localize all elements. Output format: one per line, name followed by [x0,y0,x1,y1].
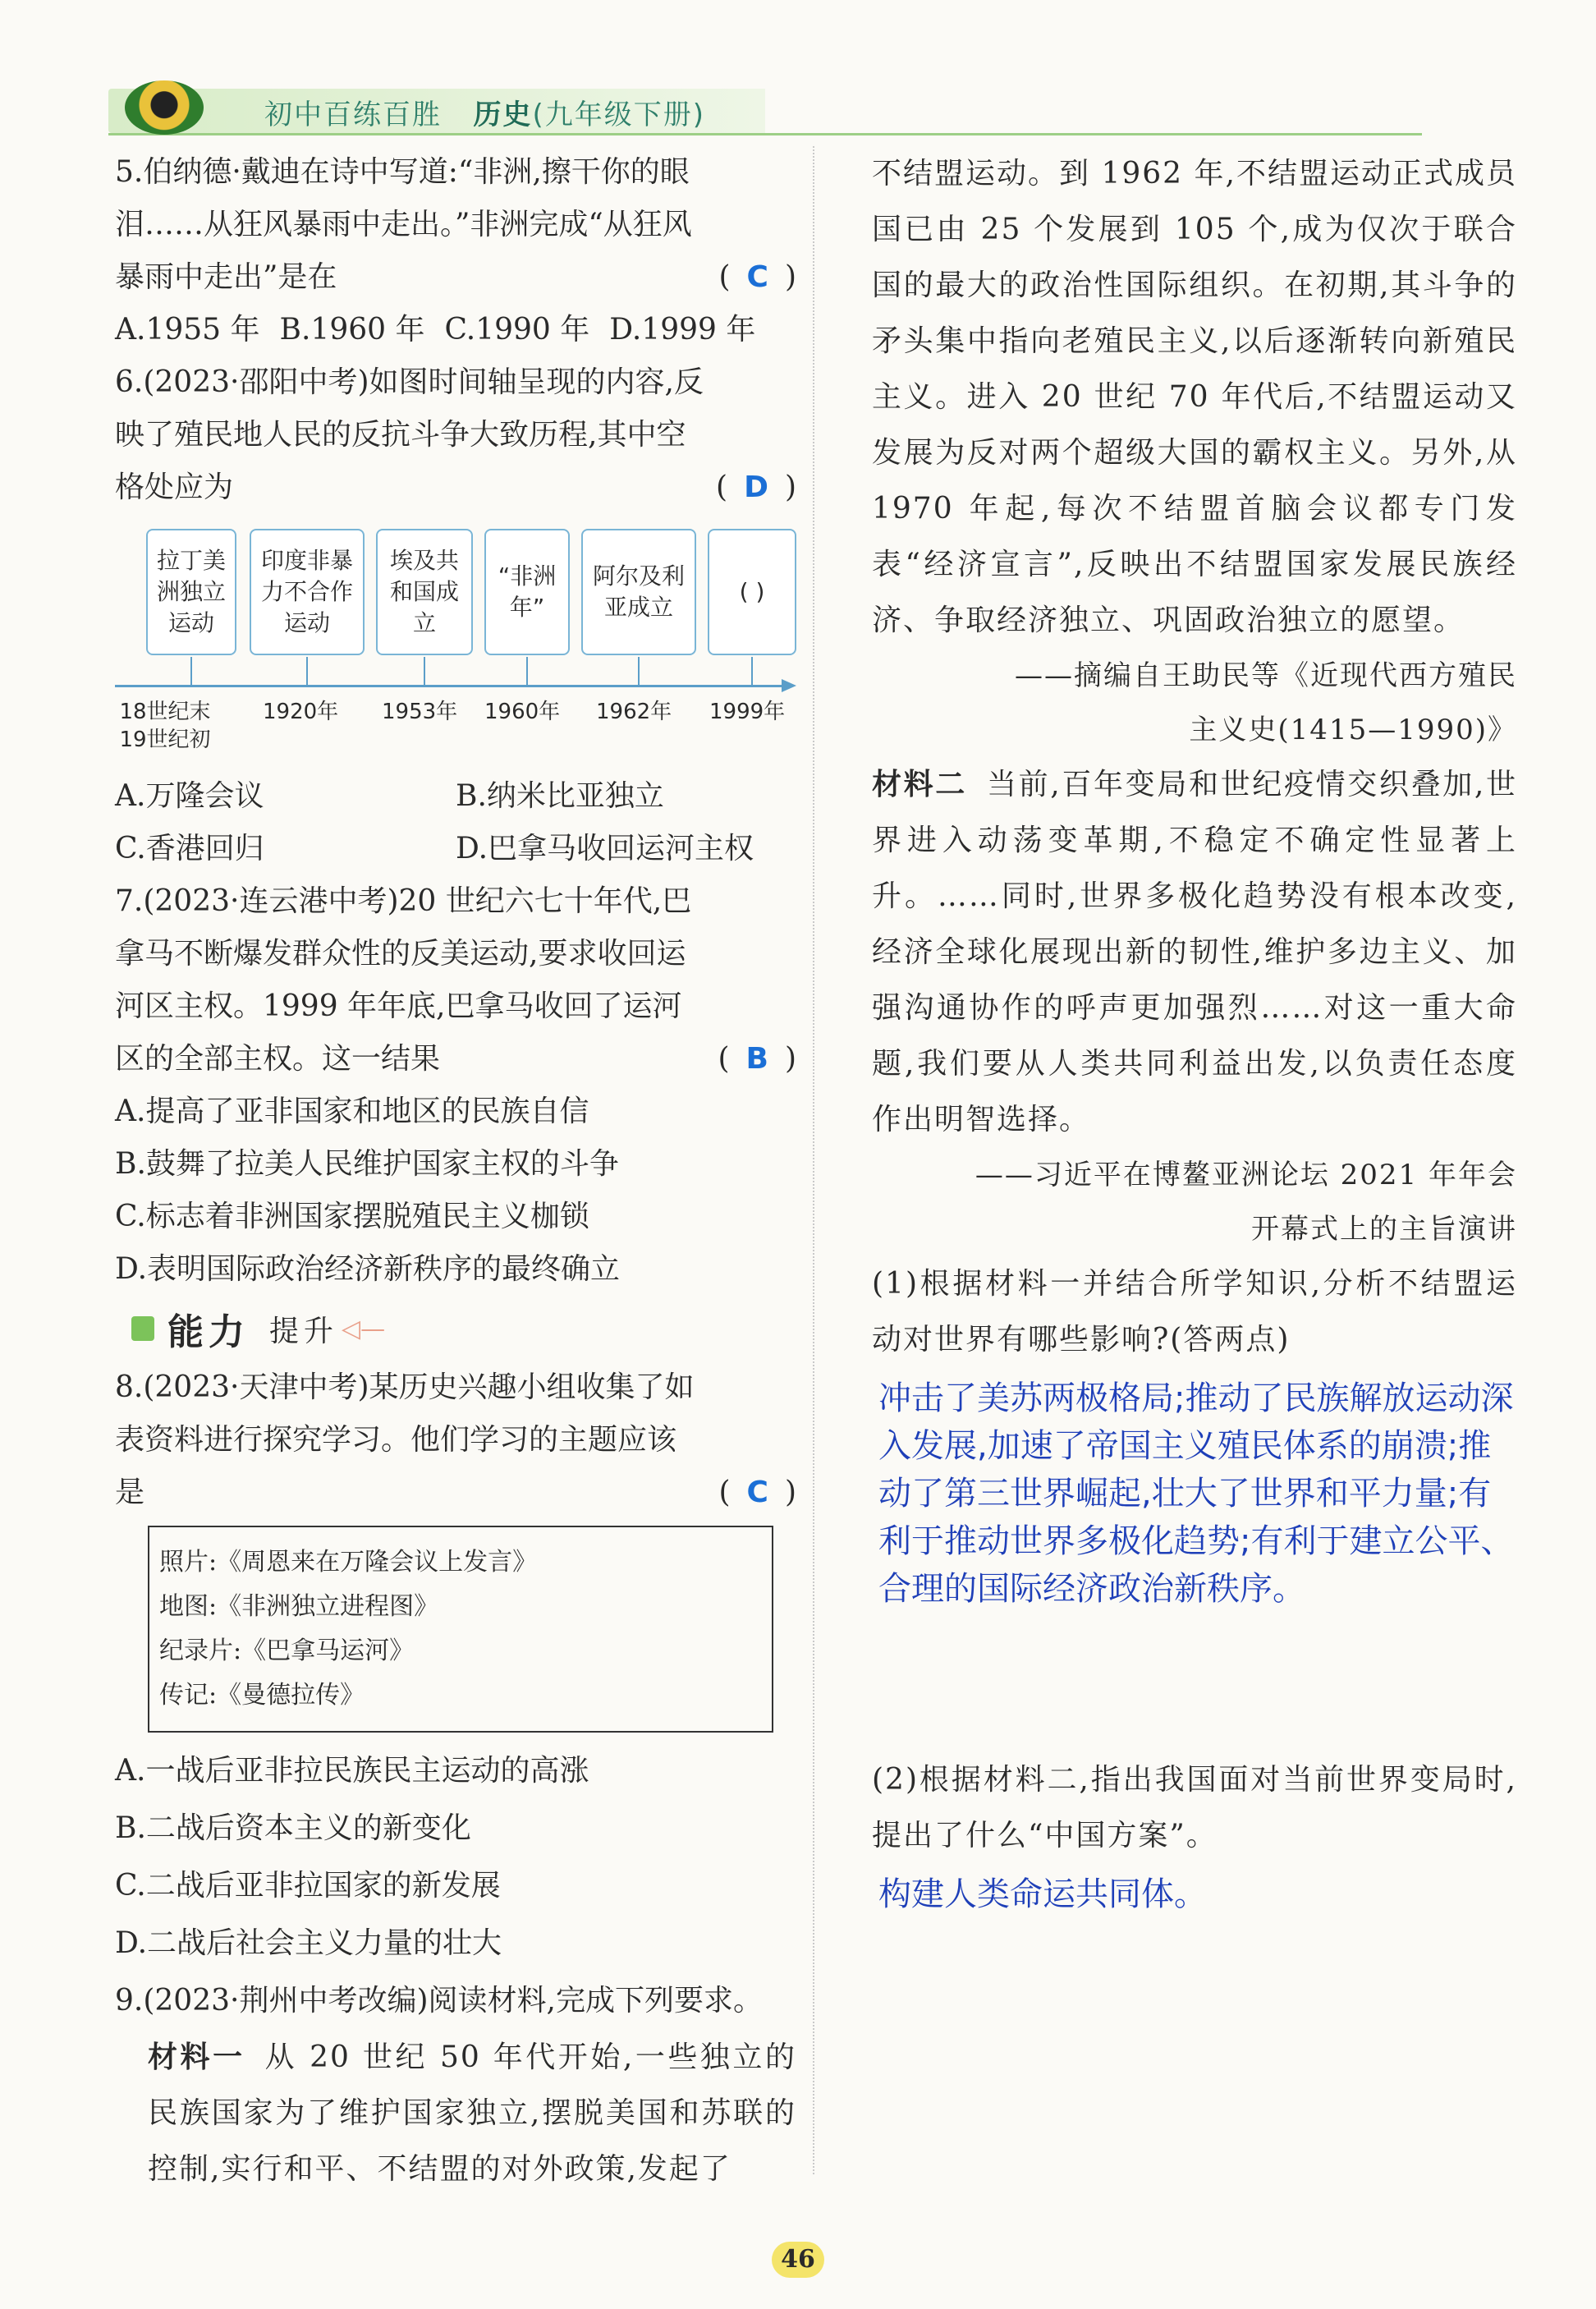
q8-answer: C [746,1476,768,1509]
timeline-diagram [115,519,796,765]
material-2-source: ——习近平在博鳌亚洲论坛 2021 年年会 [975,1159,1517,1191]
q7-option-c: C.标志着非洲国家摆脱殖民主义枷锁 [115,1200,589,1233]
timeline-year: 1999年 [709,700,786,724]
timeline-box-blank: ( ) [708,529,796,655]
q6-option-b: B.纳米比亚独立 [456,779,664,813]
q7-line: 区的全部主权。这一结果 [115,1042,441,1076]
question-8: 8.(2023·天津中考)某历史兴趣小组收集了如 表资料进行探究学习。他们学习的主题应该 是 ( C ) 照片:《周恩来在万隆会议上发言》 地图:《非洲独立进程图》 纪录片:《巴拿马运河》 传记:《曼德拉传》 A.一战后亚非拉民族民主运动的高涨 B.二战后资本主义的新变化 C.二战后亚非拉国家的新发展 D.二战后社会主义力量的壮大 [115,1361,796,1972]
left-column [115,146,796,2197]
sub-question-1: (1)根据材料一并结合所学知识,分析不结盟运动对世界有哪些影响?(答两点) [872,1267,1517,1356]
section-title: 能力 [167,1311,250,1353]
q5-line: 暴雨中走出”是在 [115,260,337,294]
q7-option-d: D.表明国际政治经济新秩序的最终确立 [115,1252,621,1286]
material-2-source: 开幕式上的主旨演讲 [1251,1213,1517,1246]
q5-option-c: C.1990 年 [444,313,590,347]
answer-2: 构建人类命运共同体。 [878,1875,1207,1913]
material-1-source: 主义史(1415—1990)》 [1189,714,1517,746]
timeline-stem [638,657,640,685]
question-9 [115,1972,796,2197]
q8-line: 表资料进行探究学习。他们学习的主题应该 [115,1423,677,1457]
timeline-box: 阿尔及利亚成立 [581,529,696,655]
header-title [264,92,705,132]
q5-line: 泪……从狂风暴雨中走出。”非洲完成“从狂风 [115,208,692,241]
q9-intro: 9.(2023·荆州中考改编)阅读材料,完成下列要求。 [115,1984,763,2018]
q8-line: 8.(2023·天津中考)某历史兴趣小组收集了如 [115,1370,695,1404]
timeline-box: 印度非暴力不合作运动 [250,529,365,655]
timeline-year: 1953年 [382,700,458,724]
q5-line: 5.伯纳德·戴迪在诗中写道:“非洲,擦干你的眼 [115,155,690,189]
material-1-label: 材料一 [148,2040,245,2074]
q8-option-d: D.二战后社会主义力量的壮大 [115,1926,502,1960]
table-row: 地图:《非洲独立进程图》 [159,1592,439,1621]
page-number: 46 [772,2242,824,2278]
timeline-year: 1920年 [263,700,339,724]
q6-option-a: A.万隆会议 [115,779,264,813]
q6-options [115,770,796,875]
table-row: 纪录片:《巴拿马运河》 [159,1636,415,1665]
q5-options [115,304,796,356]
q7-line: 河区主权。1999 年年底,巴拿马收回了运河 [115,989,682,1023]
timeline-box: 拉丁美洲独立运动 [146,529,236,655]
publisher-logo [125,80,204,135]
q5-answer: C [746,260,768,294]
q8-option-c: C.二战后亚非拉国家的新发展 [115,1869,501,1903]
timeline-box: 埃及共和国成立 [376,529,473,655]
q7-option-a: A.提高了亚非国家和地区的民族自信 [115,1095,589,1128]
column-divider [813,146,814,2174]
q8-line: 是 [115,1476,145,1509]
q5-option-d: D.1999 年 [609,313,756,347]
timeline-stem [526,657,528,685]
timeline-stem [190,657,192,685]
timeline-stem [306,657,308,685]
sub-question-2: (2)根据材料二,指出我国面对当前世界变局时,提出了什么“中国方案”。 [872,1763,1517,1852]
material-2-text: 当前,百年变局和世纪疫情交织叠加,世界进入动荡变革期,不稳定不确定性显著上升。……同时,世界多极化趋势没有根本改变,经济全球化展现出新的韧性,维护多边主义、加强沟通协作的呼声更加强烈……对这一重大命题,我们要从人类共同利益出发,以负责任态度作出明智选择。 [872,768,1517,1136]
timeline-stem [751,657,753,685]
table-row: 照片:《周恩来在万隆会议上发言》 [159,1548,538,1577]
q6-line: 格处应为 [115,471,234,504]
timeline-stem [424,657,425,685]
q6-answer: D [744,471,768,504]
section-heading [131,1302,796,1355]
grade-label: (九年级下册) [532,99,705,131]
q6-line: 6.(2023·邵阳中考)如图时间轴呈现的内容,反 [115,365,704,399]
subject-title: 历史 [473,99,533,131]
question-7: 7.(2023·连云港中考)20 世纪六七十年代,巴 拿马不断爆发群众性的反美运动,要求收回运 河区主权。1999 年年底,巴拿马收回了运河 区的全部主权。这一结果 ( B ) A.提高了亚非国家和地区的民族自信 B.鼓舞了拉美人民维护国家主权的斗争 C.标志着非洲国家摆脱殖民主义枷锁 D.表明国际政治经济新秩序的最终确立 [115,875,796,1296]
header-rule [108,133,1422,135]
book-title: 初中百练百胜 [264,99,442,131]
materials-table [148,1526,773,1733]
material-1-text-right: 不结盟运动。到 1962 年,不结盟运动正式成员国已由 25 个发展到 105 个,成为仅次于联合国的最大的政治性国际组织。在初期,其斗争的矛头集中指向老殖民主义,以后逐渐转向新殖民主义。进入 20 世纪 70 年代后,不结盟运动又发展为反对两个超级大国的霸权主义。另外,从 1970 年起,每次不结盟首脑会议都专门发表“经济宣言”,反映出不结盟国家发展民族经济、争取经济独立、巩固政治独立的愿望。 [872,157,1517,637]
question-6: 6.(2023·邵阳中考)如图时间轴呈现的内容,反 映了殖民地人民的反抗斗争大致历程,其中空 格处应为 ( D ) 拉丁美洲独立运动 印度非暴力不合作运动 埃及共和国成立 “非洲年” 阿尔及利亚成立 ( ) 18世纪末19世纪初 1920年 1953年 1960年 1962年 1999年 A.万隆会议 B.纳米比亚独立 C.香港回归 D.巴拿马收回运河主权 [115,356,796,875]
leaf-icon [131,1316,154,1341]
timeline-year: 1962年 [596,700,672,724]
q8-option-a: A.一战后亚非拉民族民主运动的高涨 [115,1754,589,1788]
q8-option-b: B.二战后资本主义的新变化 [115,1811,471,1845]
timeline-arrow [782,679,796,692]
answer-1: 冲击了美苏两极格局;推动了民族解放运动深入发展,加速了帝国主义殖民体系的崩溃;推动了第三世界崛起,壮大了世界和平力量;有利于推动世界多极化趋势;有利于建立公平、合理的国际经济政治新秩序。 [878,1379,1514,1608]
q7-line: 拿马不断爆发群众性的反美运动,要求收回运 [115,937,686,971]
timeline-axis [115,685,788,687]
question-5: 5.伯纳德·戴迪在诗中写道:“非洲,擦干你的眼 泪……从狂风暴雨中走出。”非洲完成“从狂风 暴雨中走出”是在 ( C ) A.1955 年 B.1960 年 C.1990 年 D.1999 年 [115,146,796,356]
material-1-text-left: 从 20 世纪 50 年代开始,一些独立的民族国家为了维护国家独立,摆脱美国和苏联的控制,实行和平、不结盟的对外政策,发起了 [148,2040,796,2186]
q5-option-a: A.1955 年 [115,313,260,347]
table-row: 传记:《曼德拉传》 [159,1681,365,1710]
q7-option-b: B.鼓舞了拉美人民维护国家主权的斗争 [115,1147,619,1181]
q6-option-d: D.巴拿马收回运河主权 [456,832,754,865]
arrow-icon: ◁— [342,1314,386,1343]
right-column [872,146,1517,1918]
q6-line: 映了殖民地人民的反抗斗争大致历程,其中空 [115,418,686,452]
timeline-year: 1960年 [484,700,561,724]
q7-line: 7.(2023·连云港中考)20 世纪六七十年代,巴 [115,884,692,918]
q7-answer: B [745,1042,768,1076]
page-header [108,80,1422,138]
material-1-source: ——摘编自王助民等《近现代西方殖民 [1015,659,1517,692]
q5-option-b: B.1960 年 [279,313,425,347]
section-subtitle: 提升 [269,1314,339,1348]
timeline-year: 18世纪末19世纪初 [119,700,211,752]
q6-option-c: C.香港回归 [115,832,264,865]
timeline-box: “非洲年” [484,529,570,655]
material-2-label: 材料二 [872,768,967,801]
